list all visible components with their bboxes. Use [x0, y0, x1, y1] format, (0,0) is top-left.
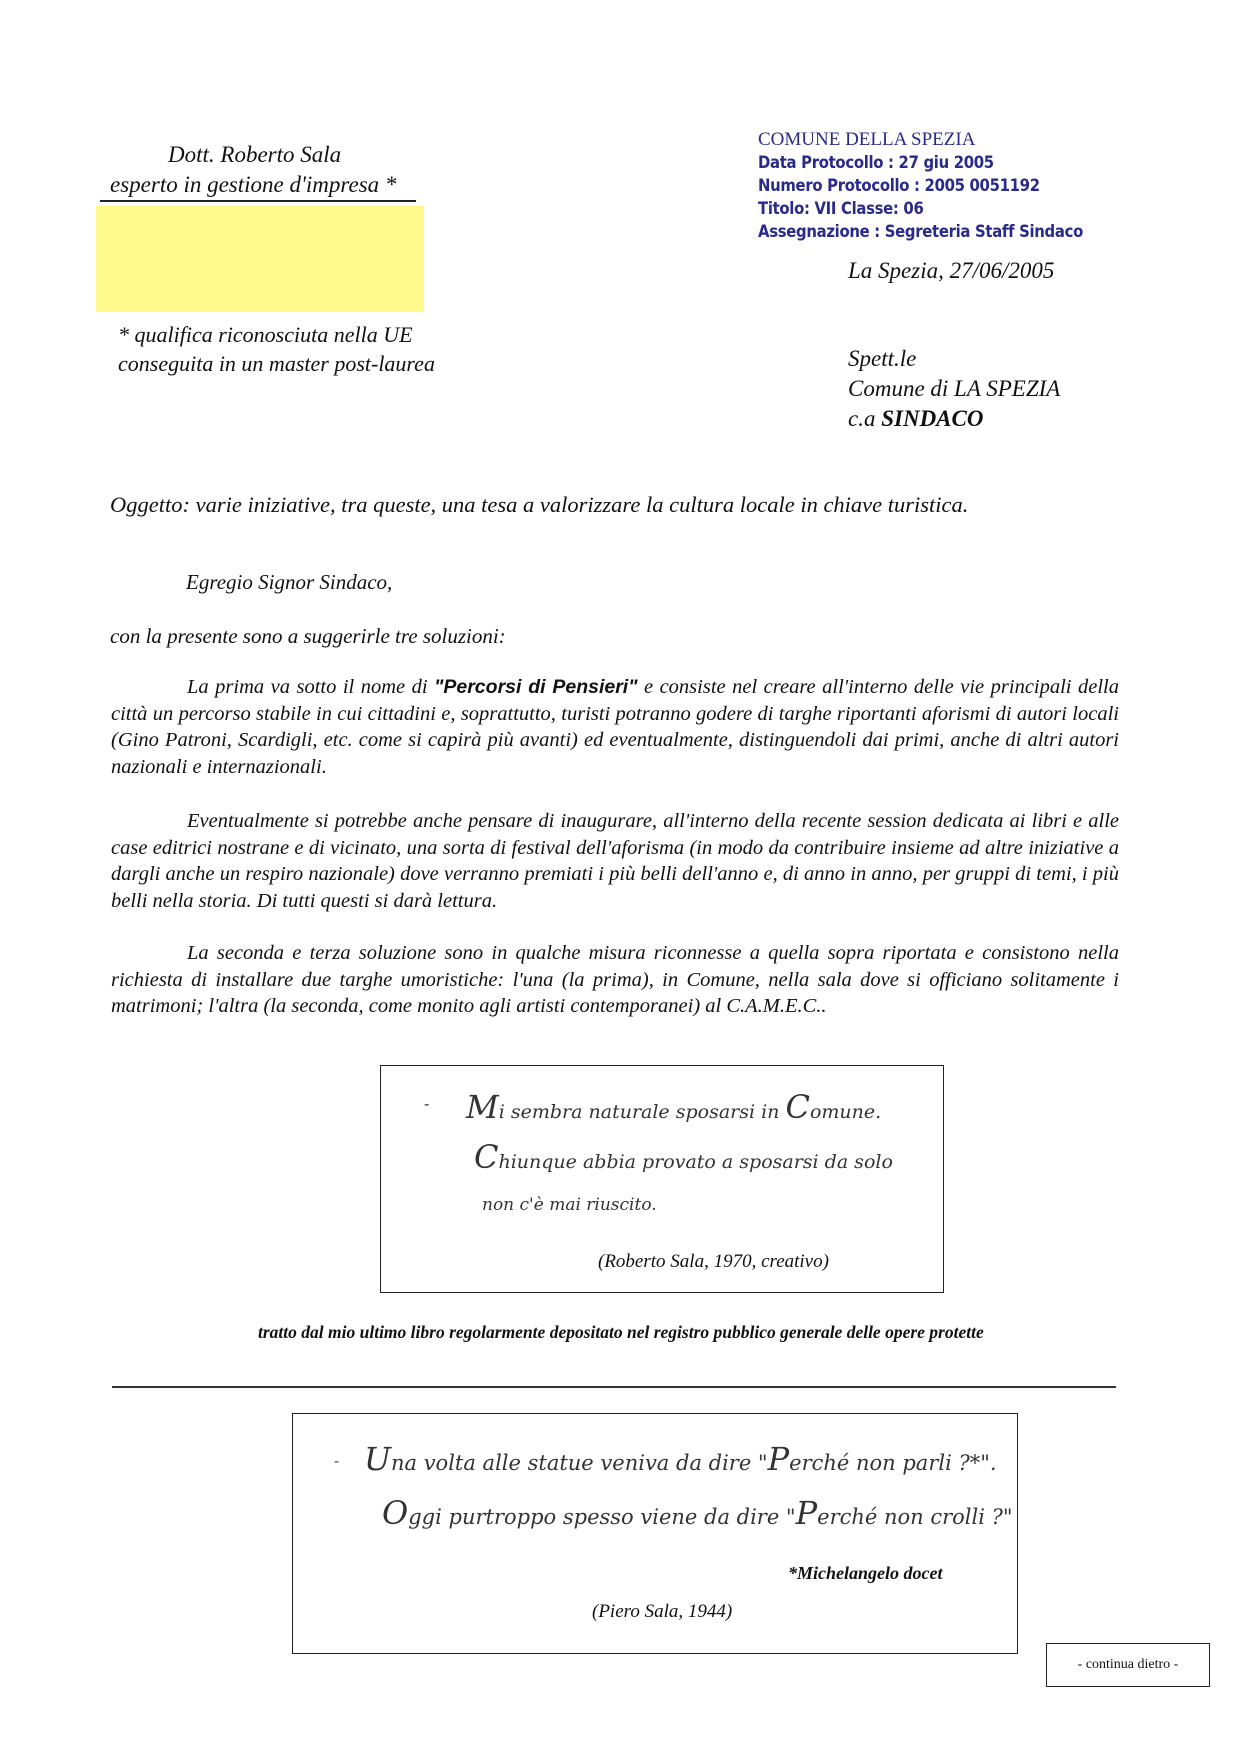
quote2-line1-initial: U [364, 1440, 391, 1478]
quote1-line2-initial: C [474, 1138, 499, 1176]
protocol-stamp [758, 128, 1083, 243]
p1-after: e consiste nel creare all'interno delle vie principali della città un percorso stabile in cui cittadini e, soprattutto, turisti potranno godere di targhe riportanti aforismi di autori locali (Gino Patroni, Scardigli, etc. come si capirà più avanti) ed eventualmente, distinguendoli dai primi, anche di altri autori nazionali e internazionali. [111, 676, 1119, 778]
recipient-line3 [848, 404, 1060, 434]
recipient-line1: Spett.le [848, 346, 917, 371]
quote2-line1-text: na volta alle statue veniva da dire " [390, 1451, 768, 1475]
qualification-note [118, 320, 435, 378]
quote2-note: *Michelangelo docet [788, 1563, 943, 1583]
stamp-line-data: Data Protocollo : 27 giu 2005 [758, 153, 994, 172]
quote1-line1-initial2: C [785, 1088, 810, 1126]
quote2-line1-end: erché non parli ?*". [789, 1451, 997, 1475]
book-source-note: tratto dal mio ultimo libro regolarmente depositato nel registro pubblico generale delle opere protette [258, 1322, 984, 1342]
quote1-line2-text: hiunque abbia provato a sposarsi da solo [498, 1151, 893, 1173]
quote2-line2-end: erché non crolli ?" [817, 1505, 1013, 1529]
intro-line: con la presente sono a suggerirle tre soluzioni: [110, 624, 506, 648]
percorsi-di-pensieri-term: "Percorsi di Pensieri" [434, 676, 638, 698]
quote2-dash: - [334, 1452, 340, 1470]
quote2-author: (Piero Sala, 1944) [592, 1601, 733, 1622]
quote2-line2-initial: O [382, 1494, 409, 1532]
quote2-line1-initial2: P [767, 1440, 790, 1478]
recipient-prefix: c.a [848, 406, 882, 431]
quote1-author: (Roberto Sala, 1970, creativo) [598, 1251, 829, 1272]
subject-line: Oggetto: varie iniziative, tra queste, una tesa a valorizzare la cultura locale in chiave turistica. [110, 492, 969, 517]
p1-before: La prima va sotto il nome di [187, 676, 435, 698]
stamp-line-comune: COMUNE DELLA SPEZIA [758, 129, 976, 150]
sender-underline [100, 200, 416, 202]
sender-name: Dott. Roberto Sala [168, 142, 342, 167]
paragraph-festival: Eventualmente si potrebbe anche pensare di inaugurare, all'interno della recente session dedicata ai libri e alle case editrici nostrane e di vicinato, una sorta di festival dell'aforisma (in modo da contribuire insieme ad altre iniziative a dargli anche un respiro nazionale) dove verranno premiati i più belli dell'anno e, di anno in anno, per gruppi di temi, i più belli nella storia. Di tutti questi si darà lettura. [111, 810, 1119, 912]
quote1-line3: non c'è mai riuscito. [482, 1195, 657, 1215]
letter-date: La Spezia, 27/06/2005 [848, 258, 1055, 283]
quote1-line1-end: omune. [809, 1101, 882, 1123]
qualification-note-line1: * qualifica riconosciuta nella UE [118, 322, 413, 347]
paragraph-second-third-solution: La seconda e terza soluzione sono in qualche misura riconnesse a quella sopra riportata e consistono nella richiesta di installare due targhe umoristiche: l'una (la prima), in Comune, nella sala dove si officiano solitamente i matrimoni; l'altra (la seconda, come monito agli artisti contemporanei) al C.A.M.E.C.. [111, 942, 1119, 1017]
redacted-address-block [96, 206, 424, 312]
recipient-block [848, 344, 1060, 434]
paragraph-first-solution [111, 674, 1119, 780]
quote1-dash: - [424, 1094, 430, 1113]
quote1-line1 [466, 1088, 881, 1126]
stamp-line-numero: Numero Protocollo : 2005 0051192 [758, 176, 1040, 195]
stamp-line-assegnazione: Assegnazione : Segreteria Staff Sindaco [758, 222, 1083, 241]
sender-role: esperto in gestione d'impresa * [110, 172, 397, 197]
continue-overleaf-label: - continua dietro - [1046, 1643, 1210, 1687]
quote2-line2-initial2: P [795, 1494, 818, 1532]
quote1-line1-text: i sembra naturale sposarsi in [498, 1101, 786, 1123]
stamp-line-titolo: Titolo: VII Classe: 06 [758, 199, 924, 218]
quote2-line2 [382, 1494, 1013, 1532]
quote1-line2 [474, 1138, 893, 1176]
recipient-line2: Comune di LA SPEZIA [848, 376, 1061, 401]
quote2-line2-text: ggi purtroppo spesso viene da dire " [408, 1505, 796, 1529]
section-divider [112, 1386, 1116, 1388]
recipient-sindaco: SINDACO [881, 406, 984, 431]
quote2-line1 [364, 1440, 997, 1478]
quote1-line1-initial: M [466, 1088, 499, 1126]
salutation: Egregio Signor Sindaco, [186, 570, 393, 594]
qualification-note-line2: conseguita in un master post-laurea [118, 351, 435, 376]
